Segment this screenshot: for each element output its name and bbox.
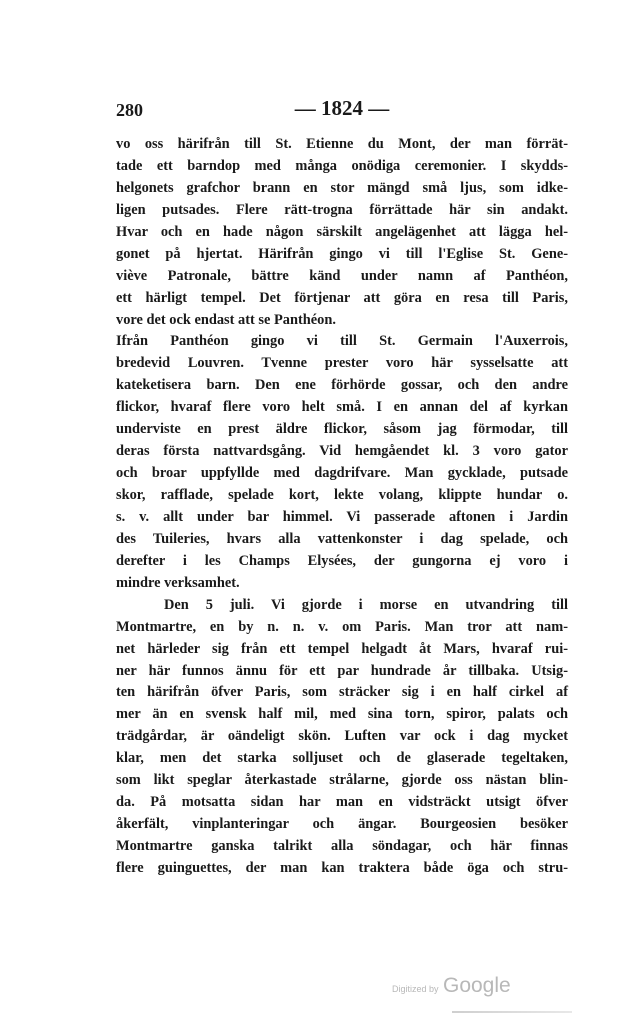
text-line: Den 5 juli. Vi gjorde i morse en utvandring till: [164, 596, 568, 613]
digitized-by-label: Digitized by: [392, 984, 439, 994]
text-line: Montmartre ganska talrikt alla söndagar, och här finnas: [116, 838, 568, 854]
text-line: vo oss härifrån till St. Etienne du Mont, der man förrät-: [116, 136, 568, 152]
text-line: deras första nattvardsgång. Vid hemgåendet kl. 3 voro gator: [116, 443, 568, 460]
text-line: viève Patronale, bättre känd under namn af Panthéon,: [116, 267, 568, 284]
page-header: [116, 96, 568, 124]
text-line: flickor, hvaraf flere voro helt små. I en annan del af kyrkan: [116, 399, 568, 416]
text-line: åkerfält, vinplanteringar och ängar. Bourgeosien besöker: [116, 816, 568, 833]
body-text: [116, 134, 568, 880]
text-line: da. På motsatta sidan har man en vidsträckt utsigt öfver: [116, 794, 568, 811]
text-line: vore det ock endast att se Panthéon.: [116, 311, 336, 328]
google-logo: Google: [442, 974, 511, 997]
text-line: Ifrån Panthéon gingo vi till St. Germain l'Auxerrois,: [116, 333, 568, 350]
text-line: och broar uppfyllde med dagdrifvare. Man gycklade, putsade: [116, 465, 568, 482]
running-title: — 1824 —: [294, 96, 390, 120]
text-line: des Tuileries, hvars alla vattenkonster i dag spelade, och: [116, 530, 568, 547]
text-line: Hvar och en hade någon särskilt angelägenhet att lägga hel-: [116, 223, 568, 240]
bottom-edge-mark: [452, 1011, 572, 1013]
text-line: ner här funnos ännu för ett par hundrade år tillbaka. Utsig-: [116, 662, 568, 679]
text-line: trädgårdar, är oändeligt skön. Luften var ock i dag mycket: [116, 728, 568, 745]
text-line: kateketisera barn. Den ene förhörde gossar, och den andre: [116, 377, 568, 394]
text-line: ten härifrån öfver Paris, som sträcker sig i en half cirkel af: [116, 684, 568, 701]
text-line: net härleder sig från ett tempel helgadt åt Mars, hvaraf rui-: [116, 640, 568, 657]
text-line: gonet på hjertat. Härifrån gingo vi till l'Eglise St. Gene-: [116, 245, 568, 262]
text-line: helgonets grafchor brann en stor mängd små ljus, som idke-: [116, 179, 568, 196]
text-line: bredevid Louvren. Tvenne prester voro här sysselsatte att: [116, 355, 568, 372]
text-line: skor, rafflade, spelade kort, lekte volang, klippte hundar o.: [116, 487, 568, 503]
page-number: 280: [116, 100, 143, 120]
text-line: som likt speglar återkastade strålarne, gjorde oss nästan blin-: [116, 772, 568, 789]
text-line: tade ett barndop med många onödiga ceremonier. I skydds-: [116, 157, 568, 174]
text-line: mindre verksamhet.: [116, 574, 240, 591]
text-line: klar, men det starka solljuset och de glaserade tegeltaken,: [116, 750, 568, 767]
text-line: derefter i les Champs Elysées, der gungorna ej voro i: [116, 552, 568, 569]
text-line: underviste en prest äldre flickor, såsom jag förmodar, till: [116, 421, 568, 438]
text-line: ett härligt tempel. Det förtjenar att göra en resa till Paris,: [116, 289, 568, 306]
text-line: ligen putsades. Flere rätt-trogna förrättade här sin andakt.: [116, 201, 568, 218]
text-line: mer än en svensk half mil, med sina torn, spiror, palats och: [116, 706, 568, 723]
digitized-watermark: [392, 974, 511, 998]
text-line: Montmartre, en by n. n. v. om Paris. Man tror att nam-: [116, 618, 568, 635]
text-line: s. v. allt under bar himmel. Vi passerade aftonen i Jardin: [116, 508, 568, 525]
text-line: flere guinguettes, der man kan traktera både öga och stru-: [116, 859, 568, 876]
